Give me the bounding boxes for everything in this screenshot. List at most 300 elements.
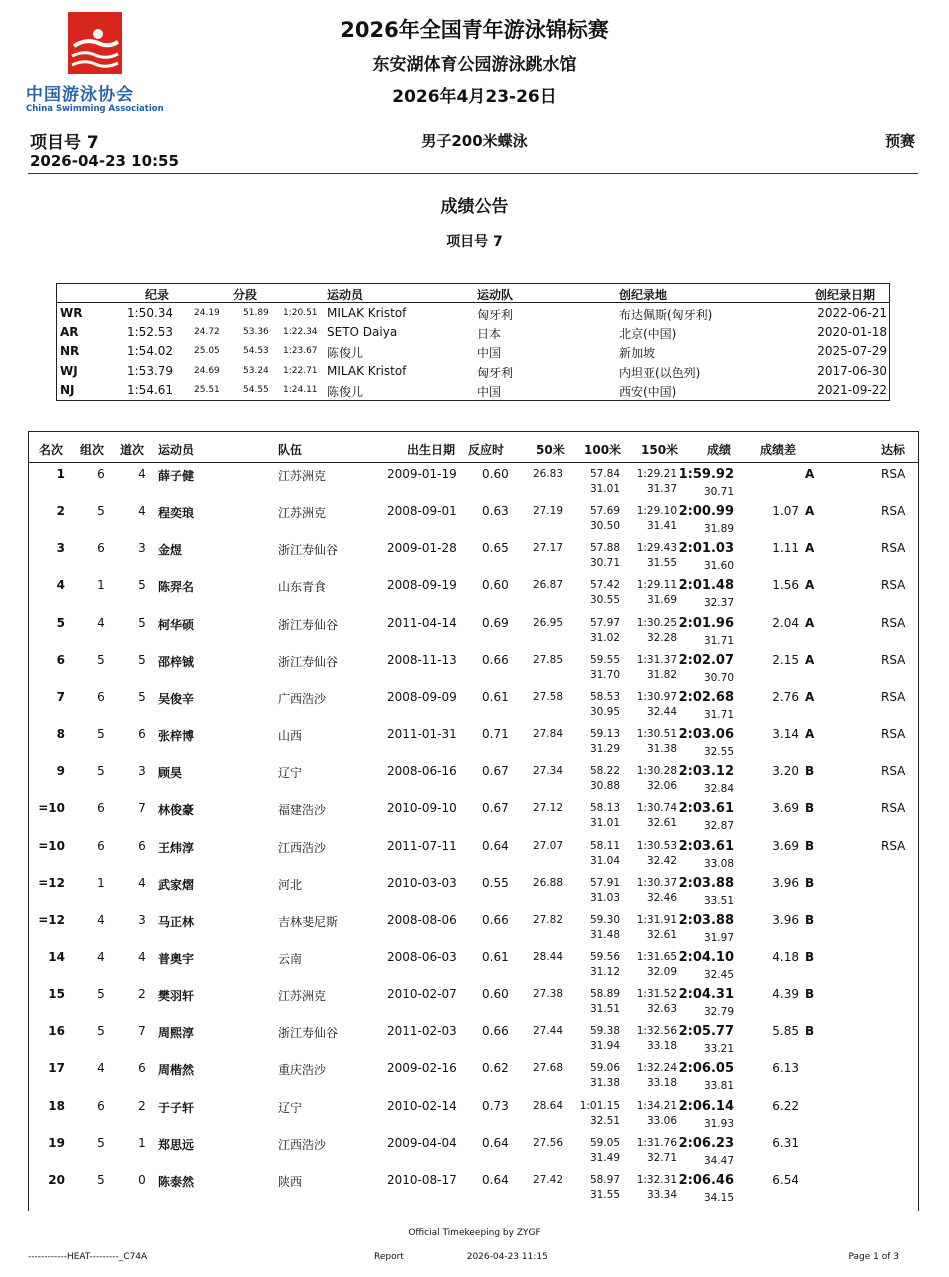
result-row	[29, 1020, 918, 1057]
result-lap-150: 32.06	[646, 780, 677, 793]
result-row	[29, 686, 918, 723]
result-lane: 2	[138, 1098, 146, 1113]
result-lap-100: 30.95	[589, 705, 620, 718]
result-split-150: 1:29.10	[636, 505, 677, 518]
result-split-100: 58.22	[589, 765, 620, 778]
result-split-100: 58.11	[589, 839, 620, 852]
result-diff: 1.56	[772, 578, 799, 593]
result-lap-200: 33.81	[703, 1080, 734, 1093]
result-lane: 3	[138, 912, 146, 927]
record-split-100: 53.36	[243, 327, 269, 338]
result-heat: 6	[97, 541, 105, 556]
result-lap-100: 31.49	[589, 1151, 620, 1164]
result-team: 辽宁	[278, 766, 303, 781]
record-split-100: 51.89	[243, 308, 269, 318]
result-team: 广西浩沙	[278, 691, 327, 706]
result-grade: B	[805, 949, 815, 964]
result-rank: =12	[38, 875, 65, 890]
result-dob: 2008-06-16	[387, 764, 457, 779]
result-diff: 6.54	[772, 1172, 799, 1187]
record-date: 2017-06-30	[817, 363, 887, 378]
result-lap-150: 32.44	[646, 705, 677, 718]
record-date: 2021-09-22	[817, 382, 887, 397]
result-rank: 14	[48, 949, 65, 964]
rec-header-team: 运动队	[477, 288, 514, 302]
result-reaction-time: 0.60	[482, 467, 509, 481]
result-diff: 5.85	[772, 1024, 799, 1039]
result-row	[29, 500, 918, 537]
result-split-50: 28.44	[532, 950, 563, 963]
result-grade: A	[805, 615, 815, 630]
result-lap-200: 32.55	[703, 746, 734, 759]
result-reaction-time: 0.63	[482, 504, 509, 519]
rec-header-splits: 分段	[233, 288, 258, 302]
result-split-100: 1:01.15	[579, 1099, 620, 1112]
result-split-150: 1:30.97	[636, 690, 677, 703]
result-team: 山东青食	[278, 580, 327, 595]
result-split-150: 1:30.74	[636, 802, 677, 815]
result-diff: 4.39	[772, 987, 799, 1002]
result-split-150: 1:29.11	[636, 579, 677, 592]
result-rank: 19	[48, 1135, 65, 1150]
res-header-150m: 150米	[641, 443, 679, 457]
result-split-150: 1:31.65	[636, 950, 677, 963]
result-standard: RSA	[881, 689, 906, 704]
result-heat: 5	[97, 727, 105, 742]
result-lap-100: 30.71	[589, 557, 620, 570]
record-code: AR	[60, 325, 79, 340]
record-date: 2020-01-18	[817, 325, 887, 340]
result-standard: RSA	[881, 541, 906, 556]
result-final-time: 2:02.68	[678, 689, 734, 705]
result-dob: 2008-09-01	[387, 504, 457, 519]
record-code: NJ	[60, 382, 75, 397]
result-diff: 2.76	[772, 689, 799, 704]
result-reaction-time: 0.64	[482, 1135, 509, 1150]
result-reaction-time: 0.61	[482, 949, 509, 964]
result-split-50: 28.64	[532, 1099, 563, 1112]
record-location: 内坦亚(以色列)	[619, 365, 701, 380]
result-athlete: 陈羿名	[158, 580, 195, 595]
result-lap-100: 31.12	[589, 965, 620, 978]
res-header-athlete: 运动员	[158, 443, 195, 457]
result-lap-150: 32.46	[646, 891, 677, 904]
result-lap-100: 31.51	[589, 1003, 620, 1016]
result-row	[29, 1095, 918, 1132]
result-final-time: 2:02.07	[678, 652, 734, 668]
result-team: 吉林斐尼斯	[278, 914, 339, 929]
result-lap-100: 31.38	[589, 1077, 620, 1090]
record-split-100: 54.55	[243, 384, 269, 395]
result-row	[29, 1169, 918, 1206]
result-lap-100: 31.70	[589, 668, 620, 681]
result-standard: RSA	[881, 615, 906, 630]
result-reaction-time: 0.66	[482, 912, 509, 927]
result-dob: 2009-04-04	[387, 1135, 457, 1150]
result-split-150: 1:30.51	[636, 728, 677, 741]
result-grade: A	[805, 652, 815, 667]
result-lap-100: 31.04	[589, 854, 620, 867]
result-lane: 3	[138, 764, 146, 779]
result-diff: 6.13	[772, 1061, 799, 1076]
footer-report-time: 2026-04-23 11:15	[466, 1252, 548, 1262]
res-header-diff: 成绩差	[760, 443, 797, 457]
result-lap-200: 33.08	[703, 857, 734, 870]
result-lane: 1	[138, 1135, 146, 1150]
result-dob: 2008-09-09	[387, 689, 457, 704]
result-lap-150: 32.28	[646, 631, 677, 644]
result-diff: 2.15	[772, 652, 799, 667]
result-team: 福建浩沙	[278, 803, 327, 818]
result-team: 江苏洲克	[278, 469, 327, 483]
result-rank: 8	[56, 727, 65, 742]
record-row	[57, 380, 889, 400]
result-dob: 2011-07-11	[387, 838, 457, 853]
record-athlete: MILAK Kristof	[327, 306, 407, 320]
result-row	[29, 1132, 918, 1169]
result-lap-100: 30.55	[589, 594, 620, 607]
result-grade: B	[805, 987, 815, 1002]
logo-en-text: China Swimming Association	[26, 104, 164, 114]
result-row	[29, 463, 918, 500]
record-split-50: 24.69	[194, 365, 220, 376]
res-header-100m: 100米	[584, 443, 622, 457]
result-rank: 6	[56, 652, 65, 667]
result-lane: 7	[138, 1024, 146, 1039]
record-split-150: 1:22.34	[283, 327, 318, 338]
result-dob: 2009-01-19	[387, 467, 457, 481]
result-team: 山西	[278, 729, 303, 744]
result-diff: 3.69	[772, 801, 799, 816]
record-split-50: 25.51	[194, 384, 220, 395]
result-athlete: 程奕琅	[158, 506, 195, 521]
result-split-50: 26.83	[532, 468, 563, 480]
result-split-150: 1:31.91	[636, 913, 677, 926]
result-lap-150: 32.61	[646, 817, 677, 830]
result-split-100: 58.97	[589, 1173, 620, 1186]
result-diff: 3.96	[772, 875, 799, 890]
record-split-100: 54.53	[243, 346, 269, 357]
result-lane: 5	[138, 578, 146, 593]
result-final-time: 2:03.12	[678, 764, 734, 780]
event-time: 2026-04-23 10:55	[30, 152, 179, 170]
result-dob: 2009-01-28	[387, 541, 457, 556]
result-split-100: 59.56	[589, 950, 620, 963]
record-team: 匈牙利	[477, 308, 514, 322]
result-grade: A	[805, 689, 815, 704]
result-lane: 6	[138, 727, 146, 742]
result-team: 陕西	[278, 1174, 303, 1189]
result-dob: 2010-09-10	[387, 801, 457, 816]
result-final-time: 2:03.88	[678, 875, 734, 891]
result-row	[29, 537, 918, 574]
record-split-150: 1:24.11	[283, 384, 318, 395]
result-dob: 2008-06-03	[387, 949, 457, 964]
result-athlete: 樊羽轩	[158, 989, 195, 1004]
record-time: 1:53.79	[127, 363, 174, 378]
result-split-50: 27.19	[532, 505, 563, 518]
res-header-rank: 名次	[39, 443, 64, 457]
result-rank: 16	[48, 1024, 65, 1039]
result-lap-200: 33.51	[703, 894, 734, 907]
result-athlete: 周熙淳	[158, 1026, 195, 1041]
result-team: 江西浩沙	[278, 840, 327, 855]
result-split-50: 27.38	[532, 988, 563, 1001]
rec-header-record: 纪录	[145, 288, 170, 302]
result-reaction-time: 0.67	[482, 764, 509, 779]
record-split-150: 1:23.67	[283, 346, 318, 357]
result-lap-100: 31.48	[589, 928, 620, 941]
result-lap-100: 31.03	[589, 891, 620, 904]
result-lap-200: 34.47	[703, 1154, 734, 1167]
rec-header-athlete: 运动员	[327, 288, 364, 302]
result-rank: 7	[56, 689, 65, 704]
result-reaction-time: 0.61	[482, 689, 509, 704]
result-split-150: 1:34.21	[636, 1099, 677, 1112]
record-athlete: SETO Daiya	[327, 325, 398, 340]
result-lane: 0	[138, 1172, 146, 1187]
result-heat: 5	[97, 987, 105, 1002]
record-location: 西安(中国)	[619, 384, 677, 399]
result-row	[29, 760, 918, 797]
result-reaction-time: 0.67	[482, 801, 509, 816]
result-lane: 5	[138, 689, 146, 704]
result-split-100: 57.88	[589, 542, 620, 555]
result-standard: RSA	[881, 652, 906, 667]
result-row	[29, 835, 918, 872]
result-dob: 2009-02-16	[387, 1061, 457, 1076]
result-heat: 4	[97, 912, 105, 927]
result-rank: 18	[48, 1098, 65, 1113]
result-lap-100: 30.88	[589, 780, 620, 793]
result-lap-100: 32.51	[589, 1114, 620, 1127]
result-split-150: 1:30.53	[636, 839, 677, 852]
result-reaction-time: 0.64	[482, 1172, 509, 1187]
result-split-50: 27.07	[532, 839, 563, 852]
record-date: 2025-07-29	[817, 344, 887, 359]
result-split-50: 27.42	[532, 1173, 563, 1186]
record-code: WR	[60, 306, 83, 320]
res-header-50m: 50米	[536, 443, 565, 457]
record-row	[57, 361, 889, 381]
result-lap-100: 31.02	[589, 631, 620, 644]
record-athlete: MILAK Kristof	[327, 363, 407, 378]
record-athlete: 陈俊儿	[327, 346, 364, 361]
result-lap-100: 31.01	[589, 817, 620, 830]
result-rank: =12	[38, 912, 65, 927]
result-team: 河北	[278, 877, 303, 892]
result-rank: 9	[56, 764, 65, 779]
result-split-150: 1:30.28	[636, 765, 677, 778]
record-split-50: 24.19	[194, 308, 220, 318]
result-lap-200: 31.97	[703, 931, 734, 944]
record-location: 北京(中国)	[619, 327, 677, 342]
result-grade: B	[805, 912, 815, 927]
result-split-150: 1:31.37	[636, 653, 677, 666]
result-lane: 4	[138, 467, 146, 481]
result-athlete: 于子轩	[158, 1100, 195, 1115]
record-row	[57, 303, 889, 323]
result-split-50: 27.34	[532, 765, 563, 778]
result-dob: 2010-03-03	[387, 875, 457, 890]
result-reaction-time: 0.69	[482, 615, 509, 630]
res-header-team: 队伍	[278, 443, 303, 457]
result-split-50: 26.87	[532, 579, 563, 592]
result-team: 浙江寿仙谷	[278, 543, 339, 558]
result-lap-200: 34.15	[703, 1191, 734, 1204]
result-split-50: 26.95	[532, 616, 563, 629]
result-row	[29, 612, 918, 649]
result-lap-150: 31.38	[646, 743, 677, 756]
result-final-time: 2:03.88	[678, 912, 734, 928]
logo-cn-text: 中国游泳协会	[26, 85, 134, 105]
res-header-lane: 道次	[120, 443, 145, 457]
result-athlete: 武家熠	[158, 877, 195, 892]
result-heat: 4	[97, 615, 105, 630]
results-table	[28, 431, 919, 1211]
result-grade: B	[805, 764, 815, 779]
result-heat: 6	[97, 689, 105, 704]
result-reaction-time: 0.64	[482, 838, 509, 853]
result-standard: RSA	[881, 838, 906, 853]
result-team: 江苏洲克	[278, 506, 327, 521]
result-split-150: 1:31.76	[636, 1136, 677, 1149]
result-diff: 1.11	[772, 541, 799, 556]
record-team: 匈牙利	[477, 365, 514, 380]
record-team: 中国	[477, 346, 502, 361]
result-athlete: 王炜淳	[158, 840, 195, 855]
result-lap-150: 33.34	[646, 1188, 677, 1201]
result-grade: A	[805, 504, 815, 519]
result-lap-200: 32.37	[703, 597, 734, 610]
footer-report	[374, 1252, 548, 1262]
record-team: 日本	[477, 327, 502, 342]
result-team: 江西浩沙	[278, 1137, 327, 1152]
footer-report-label: Report	[374, 1252, 404, 1262]
result-heat: 6	[97, 467, 105, 481]
result-heat: 4	[97, 949, 105, 964]
result-reaction-time: 0.60	[482, 987, 509, 1002]
result-split-100: 58.89	[589, 988, 620, 1001]
record-row	[57, 322, 889, 342]
result-split-150: 1:32.31	[636, 1173, 677, 1186]
result-lane: 4	[138, 949, 146, 964]
result-reaction-time: 0.60	[482, 578, 509, 593]
result-heat: 6	[97, 1098, 105, 1113]
result-lap-200: 31.71	[703, 708, 734, 721]
result-split-100: 57.84	[589, 468, 620, 480]
result-final-time: 2:04.31	[678, 987, 734, 1003]
result-lap-100: 31.01	[589, 483, 620, 495]
result-lap-100: 30.50	[589, 520, 620, 533]
result-final-time: 2:06.14	[678, 1098, 734, 1114]
result-lap-200: 31.93	[703, 1117, 734, 1130]
result-lane: 4	[138, 504, 146, 519]
meet-title: 2026年全国青年游泳锦标赛	[340, 18, 609, 42]
result-split-50: 27.85	[532, 653, 563, 666]
round: 预赛	[884, 132, 915, 150]
result-heat: 5	[97, 1172, 105, 1187]
result-split-100: 58.53	[589, 690, 620, 703]
result-dob: 2010-02-07	[387, 987, 457, 1002]
record-team: 中国	[477, 384, 502, 399]
result-rank: =10	[38, 838, 65, 853]
result-grade: B	[805, 875, 815, 890]
result-split-100: 58.13	[589, 802, 620, 815]
result-split-100: 57.91	[589, 876, 620, 889]
result-lap-200: 31.60	[703, 560, 734, 573]
result-reaction-time: 0.55	[482, 875, 509, 890]
result-athlete: 顾昊	[158, 766, 183, 781]
result-diff: 4.18	[772, 949, 799, 964]
record-athlete: 陈俊儿	[327, 384, 364, 399]
result-split-150: 1:32.24	[636, 1062, 677, 1075]
result-reaction-time: 0.73	[482, 1098, 509, 1113]
result-heat: 6	[97, 838, 105, 853]
result-row	[29, 983, 918, 1020]
result-split-150: 1:30.37	[636, 876, 677, 889]
result-dob: 2010-08-17	[387, 1172, 457, 1187]
record-time: 1:54.02	[127, 344, 174, 359]
result-lap-150: 31.82	[646, 668, 677, 681]
result-lane: 5	[138, 652, 146, 667]
result-lane: 5	[138, 615, 146, 630]
result-diff: 6.22	[772, 1098, 799, 1113]
footer-timekeeping: Official Timekeeping by ZYGF	[408, 1228, 541, 1238]
result-rank: 4	[56, 578, 65, 593]
result-heat: 1	[97, 875, 105, 890]
result-split-50: 27.82	[532, 913, 563, 926]
result-lane: 6	[138, 838, 146, 853]
result-rank: 3	[56, 541, 65, 556]
result-diff: 6.31	[772, 1135, 799, 1150]
record-split-50: 24.72	[194, 327, 220, 338]
res-header-time: 成绩	[707, 443, 732, 457]
result-reaction-time: 0.65	[482, 541, 509, 556]
result-athlete: 郑思远	[158, 1137, 195, 1152]
result-rank: 5	[56, 615, 65, 630]
result-grade: B	[805, 801, 815, 816]
result-lap-200: 31.89	[703, 523, 734, 536]
result-lap-200: 32.87	[703, 820, 734, 833]
result-split-100: 59.55	[589, 653, 620, 666]
result-reaction-time: 0.66	[482, 1024, 509, 1039]
event-number: 项目号 7	[30, 133, 99, 153]
result-heat: 4	[97, 1061, 105, 1076]
result-split-100: 59.30	[589, 913, 620, 926]
result-team: 云南	[278, 951, 303, 966]
result-final-time: 2:06.23	[678, 1135, 734, 1151]
result-split-100: 59.05	[589, 1136, 620, 1149]
result-athlete: 张梓博	[158, 729, 195, 744]
result-lane: 3	[138, 541, 146, 556]
result-split-100: 57.97	[589, 616, 620, 629]
result-lap-150: 31.41	[646, 520, 677, 533]
result-heat: 5	[97, 1024, 105, 1039]
result-lap-200: 30.70	[703, 671, 734, 684]
records-table	[56, 283, 890, 401]
result-team: 浙江寿仙谷	[278, 617, 339, 632]
result-standard: RSA	[881, 764, 906, 779]
result-lap-150: 32.61	[646, 928, 677, 941]
result-final-time: 2:01.48	[678, 578, 734, 594]
result-diff: 3.20	[772, 764, 799, 779]
result-lap-150: 31.69	[646, 594, 677, 607]
result-team: 浙江寿仙谷	[278, 654, 339, 669]
result-athlete: 普奥宇	[158, 951, 195, 966]
result-lap-200: 32.79	[703, 1006, 734, 1019]
result-split-100: 59.13	[589, 728, 620, 741]
